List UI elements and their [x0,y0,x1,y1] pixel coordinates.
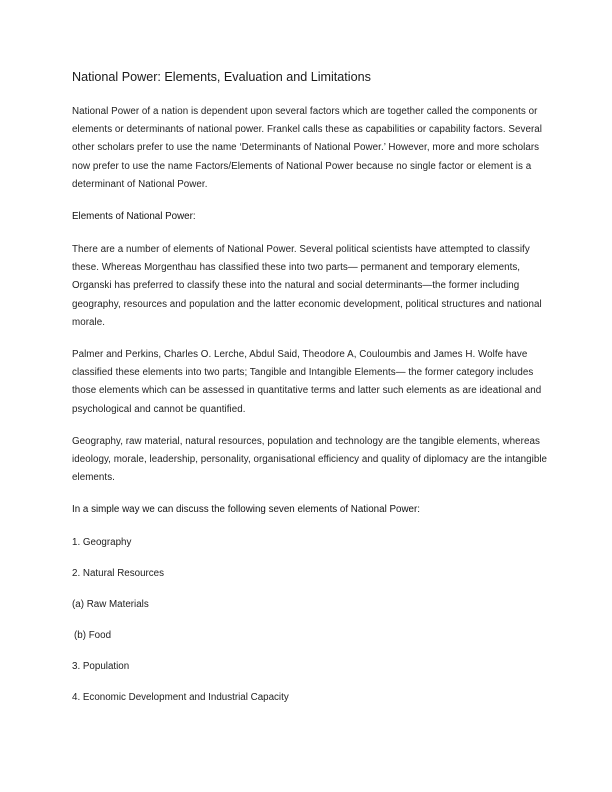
list-item: (b) Food [74,630,112,642]
list-intro: In a simple way we can discuss the following seven elements of National Power: [72,504,420,516]
intro-paragraph: National Power of a nation is dependent upon several factors which are together called the components or elements or determinants of national power. Frankel calls these as capabilities or capability factors. Several other scholars prefer to use the name ‘Determinants of National Power.’ However, more and more scholars now prefer to use the name Factors/Elements of National Power because no single factor or element is a determinant of National Power. [72,106,542,190]
list-item: 2. Natural Resources [72,568,165,580]
elements-list [72,534,548,707]
list-item: 3. Population [72,661,130,673]
document-title: National Power: Elements, Evaluation and Limitations [72,70,371,84]
list-item: 4. Economic Development and Industrial Capacity [72,692,289,704]
list-item: 1. Geography [72,537,132,549]
paragraph-tangible-intangible: Palmer and Perkins, Charles O. Lerche, Abdul Said, Theodore A, Couloumbis and James H. Wolfe have classified these elements into two parts; Tangible and Intangible Elements— the former category includes those elements which can be assessed in quantitative terms and latter such elements as are ideational and psychological and cannot be quantified. [72,349,542,415]
section-heading: Elements of National Power: [72,211,196,223]
paragraph-examples: Geography, raw material, natural resources, population and technology are the tangible elements, whereas ideology, morale, leadership, personality, organisational efficiency and quality of diplomacy are the intangible elements. [72,435,548,484]
list-item: (a) Raw Materials [72,599,149,611]
paragraph-classification: There are a number of elements of National Power. Several political scientists have attempted to classify these. Whereas Morgenthau has classified these into two parts— permanent and temporary elements, Organski has preferred to classify these into the natural and social determinants—the former including geography, resources and population and the latter economic development, political structures and national morale. [72,244,542,328]
